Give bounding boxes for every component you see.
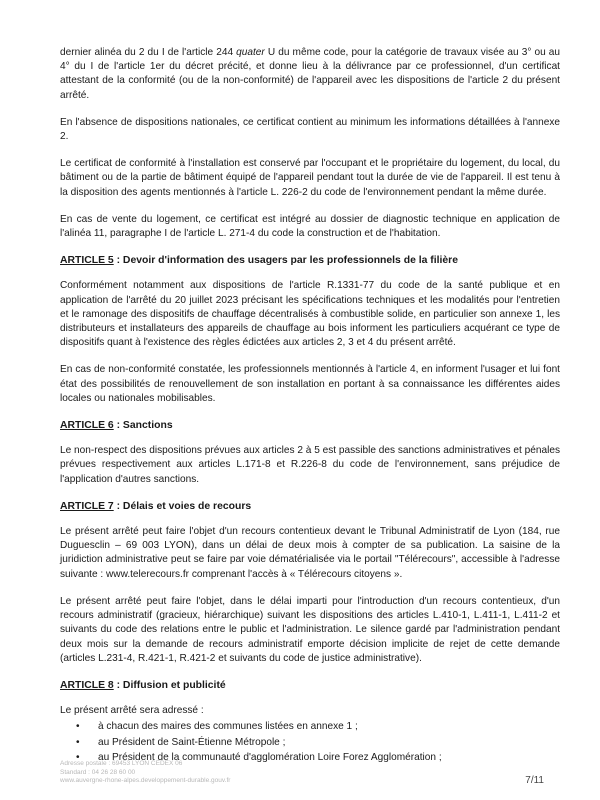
article-number: ARTICLE 5 <box>60 255 114 267</box>
footer-address <box>60 760 560 786</box>
list-item: • à chacun des maires des communes listées en annexe 1 ; <box>60 720 560 734</box>
article-8-heading <box>60 679 560 693</box>
paragraph: En l'absence de dispositions nationales, ce certificat contient au minimum les informations détaillées à l'annexe 2. <box>60 116 560 143</box>
article-number: ARTICLE 6 <box>60 420 114 432</box>
article-title: : Diffusion et publicité <box>113 679 226 691</box>
paragraph: Conformément notamment aux dispositions de l'article R.1331-77 du code de la santé publique et en application de l'arrêté du 20 juillet 2023 précisant les spécifications techniques et les modalités pour l'entretien et le ramonage des dispositifs de chauffage décentralisés à combustible solide, en particulier son annexe 1, les distributeurs et installateurs des appareils de chauffage au bois informent les particuliers acquérant ce type de dispositifs quant à l'existence des règles édictées aux articles 2, 3 et 4 du présent arrêté. <box>60 280 560 349</box>
paragraph: Le non-respect des dispositions prévues aux articles 2 à 5 est passible des sanctions administratives et pénales prévues respectivement aux articles L.171-8 et R.226-8 du code de l'environnement, sans préjudice de l'application d'autres sanctions. <box>60 445 560 485</box>
paragraph: dernier alinéa du 2 du I de l'article 244 quater U du même code, pour la catégorie de travaux visée au 3° ou au 4° du I de l'article 1er du décret précité, et donne lieu à la délivrance par ce professionnel, d'un certificat attestant de la conformité (ou de la non-conformité) de l'appareil avec les dispositions de l'article 2 du présent arrêté. <box>60 47 560 101</box>
paragraph: Le présent arrêté peut faire l'objet d'un recours contentieux devant le Tribunal Administratif de Lyon (184, rue Duguesclin – 69 003 LYON), dans un délai de deux mois à compter de sa publication. La saisine de la juridiction administrative peut se faire par voie dématérialisée via le portail "Télérecours", accessible à l'adresse suivante : www.telerecours.fr comprenant l'accès à « Télérecours citoyens ». <box>60 526 560 580</box>
paragraph: En cas de vente du logement, ce certificat est intégré au dossier de diagnostic technique en application de l'alinéa 11, paragraphe I de l'article L. 271-4 du code la construction et de l'habitation. <box>60 213 560 240</box>
article-number: ARTICLE 8 <box>60 679 114 691</box>
bullet-icon: • <box>76 751 80 763</box>
paragraph: Le présent arrêté sera adressé : <box>60 705 204 717</box>
article-5-heading <box>60 254 560 268</box>
footer-address-line: Adresse postale : 69453 LYON CEDEX 06 <box>60 760 183 767</box>
list-item: • au Président de la communauté d'agglomération Loire Forez Agglomération ; <box>60 751 560 765</box>
bullet-icon: • <box>76 721 80 733</box>
recipient-list <box>60 720 560 765</box>
article-number: ARTICLE 7 <box>60 500 114 512</box>
paragraph: Le présent arrêté peut faire l'objet, dans le délai imparti pour l'introduction d'un recours contentieux, d'un recours administratif (gracieux, hiérarchique) suivant les dispositions des articles L.410-1, L.411-1, L.411-2 et suivants du code des relations entre le public et l'administration. Le silence gardé par l'administration pendant deux mois sur la demande de recours administratif emporte décision implicite de rejet de cette demande (articles L.231-4, R.421-1, R.421-2 et suivants du code de justice administrative). <box>60 595 560 664</box>
article-title: : Sanctions <box>113 420 173 432</box>
list-item: • au Président de Saint-Étienne Métropole ; <box>60 736 560 750</box>
page-number: 7/11 <box>525 775 544 786</box>
article-7-heading <box>60 500 560 514</box>
footer-phone-line: Standard : 04 26 28 60 00 <box>60 768 136 776</box>
paragraph: En cas de non-conformité constatée, les professionnels mentionnés à l'article 4, en informent l'usager et lui font état des possibilités de renouvellement de son installation en portant à sa connaissance les différentes aides locales ou nationales mobilisables. <box>60 364 560 404</box>
document-body <box>60 46 560 766</box>
footer-website-link[interactable]: www.auvergne-rhone-alpes.developpement-durable.gouv.fr <box>60 777 231 785</box>
paragraph: Le certificat de conformité à l'installation est conservé par l'occupant et le propriétaire du logement, du local, du bâtiment ou de la partie de bâtiment équipé de l'appareil pendant tout la durée de vie de l'appareil. Il est tenu à la disposition des agents mentionnés à l'article L. 226-2 du code de l'environnement pendant la même durée. <box>60 158 560 198</box>
bullet-icon: • <box>76 736 80 748</box>
article-title: : Délais et voies de recours <box>113 500 252 512</box>
article-title: : Devoir d'information des usagers par les professionnels de la filière <box>113 255 459 267</box>
article-6-heading <box>60 419 560 433</box>
